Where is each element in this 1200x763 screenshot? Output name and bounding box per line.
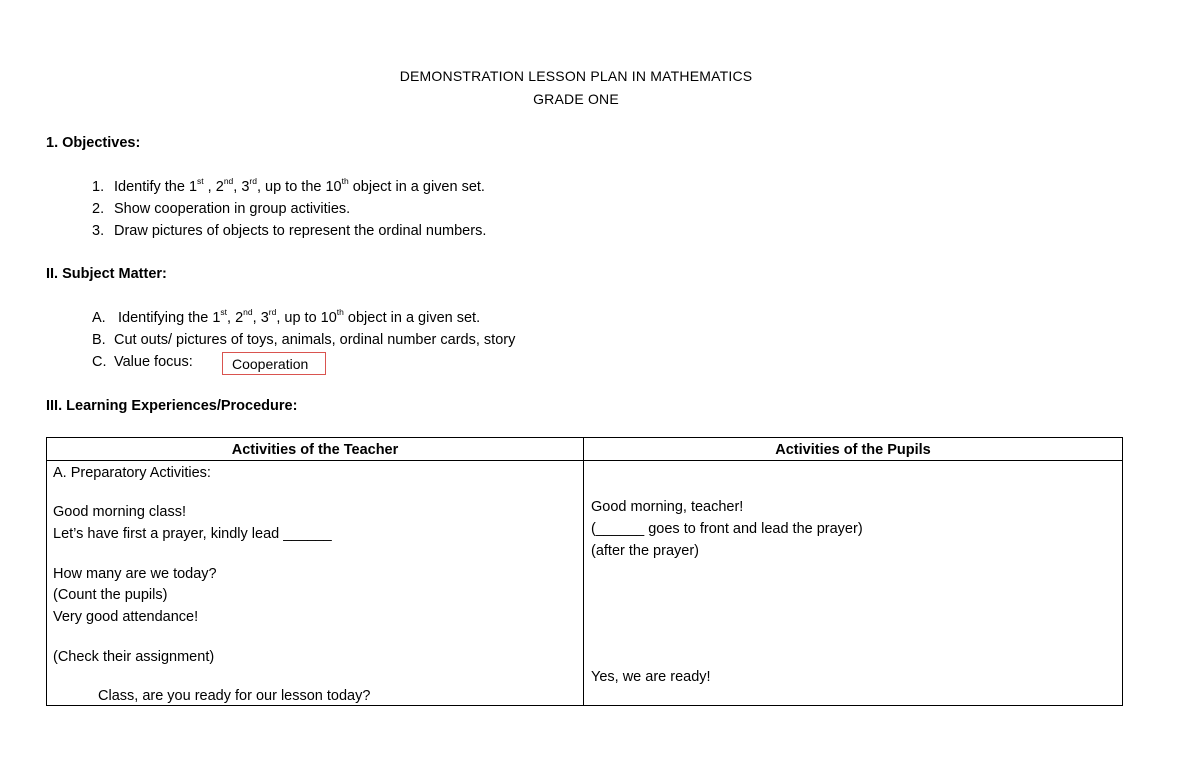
teacher-line: How many are we today? <box>53 566 217 582</box>
objective-item: 1. Identify the 1st , 2nd, 3rd, up to the 10th object in a given set. <box>92 176 485 195</box>
pupil-line: Yes, we are ready! <box>591 669 711 685</box>
table-column-divider <box>583 438 584 705</box>
pupil-line: Good morning, teacher! <box>591 499 744 515</box>
teacher-section-title: A. Preparatory Activities: <box>53 465 211 481</box>
teacher-line: (Check their assignment) <box>53 649 215 665</box>
teacher-column-header: Activities of the Teacher <box>231 442 399 458</box>
activities-table <box>46 437 1123 706</box>
subject-item: A. Identifying the 1st, 2nd, 3rd, up to 10th object in a given set. <box>92 307 481 326</box>
teacher-line: Let’s have first a prayer, kindly lead ______ <box>53 526 332 542</box>
pupil-line: (______ goes to front and lead the prayer) <box>591 521 863 537</box>
value-focus-box <box>222 352 326 375</box>
value-focus-text: Cooperation <box>232 356 309 372</box>
document-title: DEMONSTRATION LESSON PLAN IN MATHEMATICS <box>399 68 753 84</box>
objectives-heading: 1. Objectives: <box>46 135 141 151</box>
pupils-column-header: Activities of the Pupils <box>775 442 931 458</box>
teacher-line: Very good attendance! <box>53 609 199 625</box>
document-subtitle: GRADE ONE <box>533 91 619 107</box>
teacher-line: (Count the pupils) <box>53 587 168 603</box>
procedure-heading: III. Learning Experiences/Procedure: <box>46 398 298 414</box>
objective-item: 2. Show cooperation in group activities. <box>92 201 351 217</box>
subject-matter-heading: II. Subject Matter: <box>46 266 167 282</box>
table-header-divider <box>47 460 1122 461</box>
pupil-line: (after the prayer) <box>591 543 699 559</box>
subject-item: B. Cut outs/ pictures of toys, animals, ordinal number cards, story <box>92 332 516 348</box>
teacher-line: Good morning class! <box>53 504 186 520</box>
teacher-line: Class, are you ready for our lesson today? <box>98 688 371 704</box>
objective-item: 3. Draw pictures of objects to represent the ordinal numbers. <box>92 223 487 239</box>
subject-item: C. Value focus: <box>92 354 193 370</box>
